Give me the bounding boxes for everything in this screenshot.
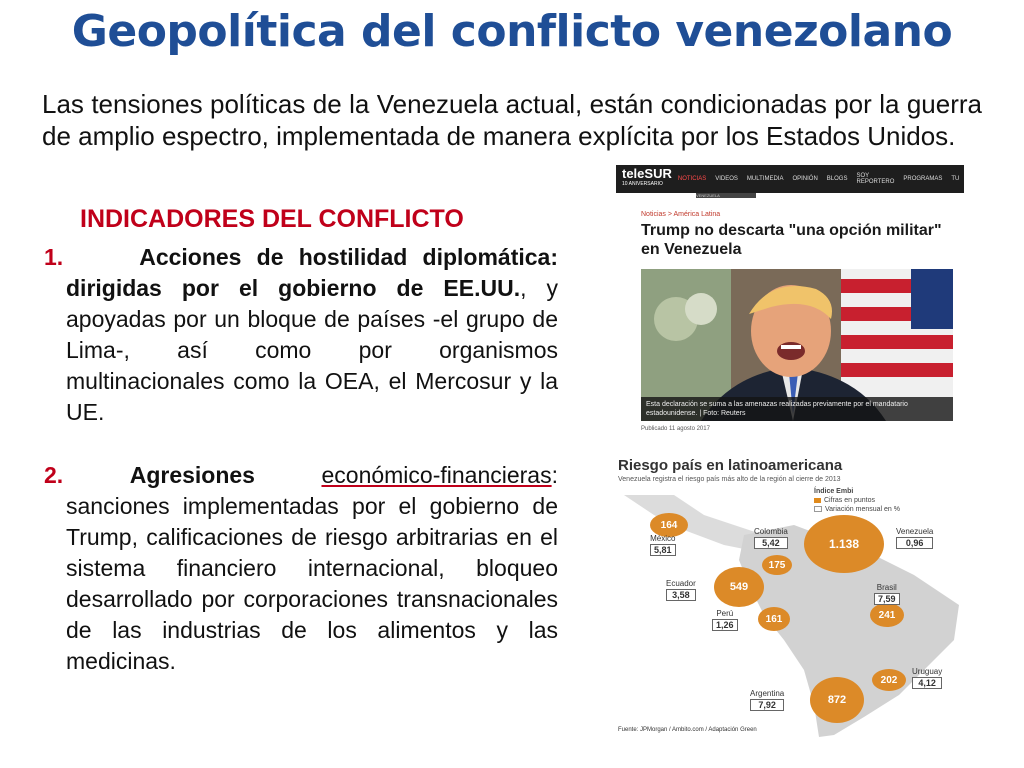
nav-subitem: VENEZUELA xyxy=(696,193,756,198)
telesur-logo-text: teleSUR xyxy=(622,166,672,181)
legend-fill xyxy=(814,496,900,505)
label-peru-name: Perú xyxy=(716,609,734,618)
label-peru xyxy=(712,609,738,631)
slide-title: Geopolítica del conflicto venezolano xyxy=(71,6,953,57)
nav-item-reportero: SOY REPORTERO xyxy=(856,173,895,185)
label-argentina xyxy=(750,689,784,711)
bubble-venezuela: 1.138 xyxy=(804,515,884,573)
legend-fill-swatch xyxy=(814,498,821,503)
label-brasil-change: 7,59 xyxy=(874,593,900,605)
indicator-2-number: 2. xyxy=(44,462,64,488)
label-colombia-change: 5,42 xyxy=(754,537,788,549)
map-legend xyxy=(814,487,900,514)
label-ecuador-name: Ecuador xyxy=(666,579,696,588)
bubble-uruguay: 202 xyxy=(872,669,906,691)
label-colombia-name: Colombia xyxy=(754,527,788,536)
map-subtitle: Venezuela registra el riesgo país más alto de la región al cierre de 2013 xyxy=(618,476,841,483)
photo-caption: Esta declaración se suma a las amenazas realizadas previamente por el mandatario estadounidense. | Foto: Reuters xyxy=(641,397,953,421)
bubble-colombia: 175 xyxy=(762,555,792,575)
nav-item-programas: PROGRAMAS xyxy=(903,176,943,182)
telesur-logo xyxy=(616,168,678,190)
indicators-heading: INDICADORES DEL CONFLICTO xyxy=(80,205,464,233)
label-venezuela-name: Venezuela xyxy=(896,527,934,536)
news-headline: Trump no descarta "una opción militar" en Venezuela xyxy=(641,222,942,258)
label-ecuador-change: 3,58 xyxy=(666,589,696,601)
indicator-2 xyxy=(44,460,558,677)
label-mexico-change: 5,81 xyxy=(650,544,676,556)
legend-outline xyxy=(814,505,900,514)
nav-item-multimedia: MULTIMEDIA xyxy=(746,176,784,182)
bubble-argentina: 872 xyxy=(810,677,864,723)
telesur-news-clipping xyxy=(616,165,964,440)
bubble-mexico: 164 xyxy=(650,513,688,537)
telesur-logo-sub: 10 ANIVERSARIO xyxy=(622,181,663,187)
telesur-navbar xyxy=(616,165,964,193)
label-uruguay-name: Uruguay xyxy=(912,667,943,676)
label-mexico-name: México xyxy=(650,534,676,543)
nav-item-videos: VIDEOS xyxy=(715,176,738,182)
nav-item-opinion: OPINIÓN xyxy=(792,176,818,182)
nav-item-tu: TU xyxy=(951,176,960,182)
legend-outline-text: Variación mensual en % xyxy=(825,506,900,513)
breadcrumb: Noticias > América Latina xyxy=(641,211,721,218)
legend-fill-text: Cifras en puntos xyxy=(824,497,875,504)
indicator-1 xyxy=(44,242,558,428)
indicator-1-bold: Acciones de hostilidad diplomática: dirigidas por el gobierno de EE.UU. xyxy=(66,244,558,301)
indicator-1-number: 1. xyxy=(44,244,64,270)
map-title: Riesgo país en latinoamericana xyxy=(618,457,843,474)
bubble-ecuador: 549 xyxy=(714,567,764,607)
indicator-2-underlined: económico-financieras xyxy=(321,462,552,488)
bubble-brasil: 241 xyxy=(870,603,904,627)
indicator-2-bold: Agresiones xyxy=(129,462,255,488)
risk-map-infographic xyxy=(614,455,964,738)
label-ecuador xyxy=(666,579,696,601)
label-venezuela-change: 0,96 xyxy=(896,537,933,549)
indicator-1-text: , y apoyadas por un bloque de países -el grupo de Lima-, así como por organismos multinacionales como la OEA, el Mercosur y la UE. xyxy=(66,275,559,425)
publish-date: Publicado 11 agosto 2017 xyxy=(641,426,710,432)
indicator-2-text: : sanciones implementadas por el gobierno de Trump, calificaciones de riesgo arbitrarias en el sistema financiero internacional, bloqueo desarrollado por corporaciones transnacionales de las industrias de los alimentos y las medicinas. xyxy=(66,462,558,674)
legend-title: Índice Embi xyxy=(814,488,854,495)
nav-item-noticias: NOTICIAS xyxy=(677,176,707,182)
label-venezuela xyxy=(896,527,933,549)
label-argentina-name: Argentina xyxy=(750,689,785,698)
label-peru-change: 1,26 xyxy=(712,619,738,631)
label-mexico xyxy=(650,534,676,556)
intro-paragraph: Las tensiones políticas de la Venezuela actual, están condicionadas por la guerra de amplio espectro, implementada de manera explícita por los Estados Unidos. xyxy=(42,89,982,151)
label-argentina-change: 7,92 xyxy=(750,699,784,711)
label-brasil-name: Brasil xyxy=(876,583,897,592)
legend-outline-swatch xyxy=(814,506,822,512)
label-brasil xyxy=(874,583,900,605)
label-uruguay xyxy=(912,667,942,689)
label-uruguay-change: 4,12 xyxy=(912,677,942,689)
map-source: Fuente: JPMorgan / Ambito.com / Adaptación Green xyxy=(618,727,757,733)
label-colombia xyxy=(754,527,788,549)
nav-item-blogs: BLOGS xyxy=(826,176,848,182)
bubble-peru: 161 xyxy=(758,607,790,631)
